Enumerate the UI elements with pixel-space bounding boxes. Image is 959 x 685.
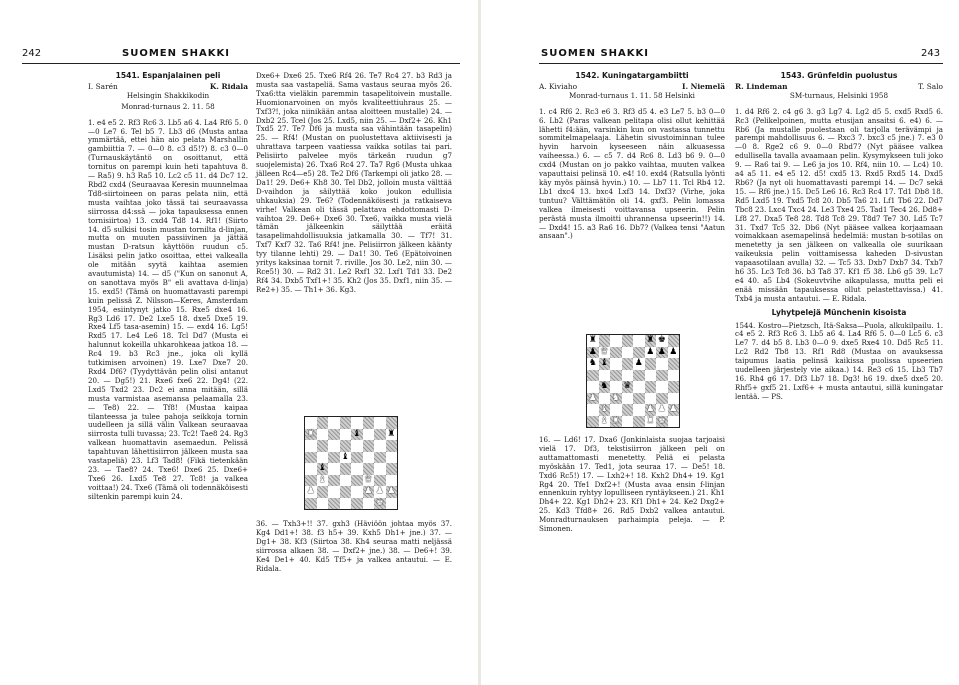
- right-page: [481, 0, 959, 685]
- board-square: [317, 429, 329, 441]
- board-square: [610, 347, 622, 359]
- board-square: [317, 463, 329, 475]
- board-square: [656, 335, 668, 347]
- board-square: [340, 475, 352, 487]
- board-square: [305, 475, 317, 487]
- board-square: [328, 452, 340, 464]
- white-piece-icon: ♝: [600, 415, 609, 426]
- section-text: 1544. Kostro—Pietzsch, Itä-Saksa—Puola, alkukilpailu. 1. c4 e5 2. Rf3 Rc6 3. Lb5 a6 4. La4 Rf6 5. 0—0 Lc5 6. c3 Le7 7. d4 b5 8. Lb3 0—0 9. dxe5 Rxe4 10. Dd5 Rc5 11. Lc2 Rd2 Tb8 13. Rf1 Rd8 (Mustaa on avauksessa taipumus laatia pelinsä kaikissa puolissa upseerien uudelleen järjestely vie aikaa.) 14. Re3 c6 15. Lb3 Tb7 16. Rh4 g6 17. Df3 Lb7 18. Dg3! h6 19. dxe5 dxe5 20. Rhf5+ gxf5 21. Lxf6+ + musta antautui, sillä kuningatar lentää. — PS.: [735, 320, 943, 401]
- board-square: [351, 498, 363, 510]
- board-square: [587, 370, 599, 382]
- board-square: [633, 358, 645, 370]
- right-header-rule: [539, 63, 943, 64]
- board-square: [656, 358, 668, 370]
- board-square: [340, 440, 352, 452]
- white-piece-icon: ♟: [364, 486, 373, 497]
- board-square: [374, 429, 386, 441]
- right-column-1-footer: [539, 436, 725, 536]
- board-square: [351, 452, 363, 464]
- board-square: [645, 347, 657, 359]
- board-square: [351, 440, 363, 452]
- black-piece-icon: ♜: [588, 335, 597, 346]
- black-piece-icon: ♟: [634, 358, 643, 369]
- black-piece-icon: ♟: [669, 346, 678, 357]
- board-square: [305, 486, 317, 498]
- board-square: [351, 475, 363, 487]
- board-square: [328, 417, 340, 429]
- white-piece-icon: ♚: [375, 497, 384, 508]
- board-square: [622, 358, 634, 370]
- board-square: [587, 404, 599, 416]
- left-header-rule: [22, 63, 460, 64]
- event-line: Helsingin Shakkikodin: [126, 90, 210, 100]
- board-square: [317, 475, 329, 487]
- board-square: [305, 463, 317, 475]
- chess-diagram-1: [304, 416, 398, 510]
- board-square: [328, 498, 340, 510]
- board-square: [645, 358, 657, 370]
- black-piece-icon: ♞: [588, 358, 597, 369]
- board-square: [633, 381, 645, 393]
- white-player: A. Kiviaho: [539, 81, 578, 91]
- board-square: [363, 417, 375, 429]
- left-page: [0, 0, 478, 685]
- black-piece-icon: ♜: [387, 428, 396, 439]
- board-square: [386, 429, 398, 441]
- board-square: [633, 370, 645, 382]
- white-piece-icon: ♝: [318, 474, 327, 485]
- board-square: [633, 393, 645, 405]
- board-square: [386, 417, 398, 429]
- board-square: [340, 486, 352, 498]
- board-square: [633, 416, 645, 428]
- left-page-number: 242: [22, 48, 42, 59]
- board-square: [317, 486, 329, 498]
- game-title-1541: 1541. Espanjalainen peli: [115, 71, 221, 80]
- board-square: [622, 416, 634, 428]
- board-square: [656, 381, 668, 393]
- board-square: [645, 335, 657, 347]
- board-square: [386, 463, 398, 475]
- right-running-title: SUOMEN SHAKKI: [541, 48, 649, 59]
- left-column-1: [88, 72, 248, 504]
- board-square: [599, 404, 611, 416]
- black-piece-icon: ♞: [600, 381, 609, 392]
- board-square: [363, 429, 375, 441]
- board-square: [317, 417, 329, 429]
- board-square: [374, 417, 386, 429]
- board-square: [645, 393, 657, 405]
- board-square: [351, 429, 363, 441]
- board-square: [386, 452, 398, 464]
- board-square: [645, 404, 657, 416]
- board-square: [622, 347, 634, 359]
- black-piece-icon: ♝: [600, 358, 609, 369]
- board-square: [340, 498, 352, 510]
- black-player: K. Ridala: [209, 81, 248, 91]
- section-title: Lyhytpelejä Münchenin kisoista: [771, 307, 907, 317]
- white-piece-icon: ♟: [657, 404, 666, 415]
- board-square: [328, 440, 340, 452]
- board-square: [386, 486, 398, 498]
- board-square: [599, 358, 611, 370]
- game-finale-text: 36. — Txh3+!! 37. gxh3 (Häviöön johtaa myös 37. Kg4 Dd1+! 38. f3 h5+ 39. Kxh5 Dh1+ jne.) 37. — Dg1+ 38. Kf3 (Siirtoa 38. Kh4 seuraa matti neljässä siirrossa alkaen 38. — Dxf2+ jne.) 38. — De6+! 39. Ke4 De1+ 40. Kd5 Tf5+ ja valkea antautui. — E. Ridala.: [256, 519, 452, 573]
- board-square: [305, 440, 317, 452]
- board-square: [328, 475, 340, 487]
- white-piece-icon: ♜: [306, 428, 315, 439]
- game-text: 1. d4 Rf6 2. c4 g6 3. g3 Lg7 4. Lg2 d5 5. cxd5 Rxd5 6. Rc3 (Pelikelpoinen, mutta etusijan ansaitsi 6. e4) 6. — Rb6 (Ja mustalle puolestaan oli tarjolla terävämpi ja parempi mahdollisuus 6. — Rxc3 7. bxc3 c5 jne.) 7. e3 0—0 8. Rge2 c6 9. 0—0 Rbd7? (Nyt pääsee valkea edullisella tavalla avaamaan pelin. Kysymykseen tuli joko 9. — Ra6 tai 9. — Le6 ja jos 10. Rf4, niin 10. — Lc4) 10. a4 a5 11. e4 e5 12. d5! cxd5 13. Rxd5 Rxd5 14. Dxd5 Rb6? (Ja nyt oli huomattavasti parempi 14. — Dc7 sekä 15. — Rf6 jne.) 15. Dc5 Le6 16. Rc3 Rc4 17. Td1 Db8 18. Rd5 Lxd5 19. Txd5 Tc8 20. Db5 Ta6 21. Lf1 Tb6 22. Dd7 Tbc8 23. Lxc4 Txc4 24. Le3 Txe4 25. Tad1 Tec4 26. Dd8+ Lf8 27. Dxa5 Te8 28. Td8 Tc8 29. T8d7 Te7 30. Ld5 Tc7 31. Txd7 Tc5 32. Db6 (Nyt pääsee valkea korjaamaan voimakkaan asemapelinsä hedelmiä: mustan b-sotilas on menetetty ja sen jälkeen on valkealla ole suurikaan vaikeuksia pelin voittamisessa kaheden D-sivustan vapaasotilaan avulla) 32. — Tc5 33. Dxb7 Dxb7 34. Txb7 h6 35. Lc3 Tc8 36. b3 Ta8 37. Kf1 f5 38. Lb6 g5 39. Lc7 e4 40. a5 Lb4 (Sokeuvtvihe aikapulassa, mutta peli ei enää missään tapauksessa ollut pelastettavissa.) 41. Txb4 ja musta antautui. — E. Ridala.: [735, 106, 943, 303]
- board-square: [668, 347, 680, 359]
- white-piece-icon: ♟: [306, 486, 315, 497]
- tournament-line: Monrad-turnaus 2. 11. 58: [121, 101, 215, 111]
- game-finale-text: 16. — Ld6! 17. Dxa6 (Jonkinlaista suojaa tarjoaisi vielä 17. Df3, tekstisiirron jälkeen peli on auttamattomasti menetetty. Peliä ei pelasta myöskään 17. Ted1, jota seuraa 17. — De5! 18. Txd6 Rc5!) 17. — Lxh2+! 18. Kxh2 Dh4+ 19. Kg1 Rg4 20. Tfe1 Dxf2+! (Musta avaa ensin f-linjan ennenkuin ryhtyy lopulliseen ryntäykseen.) 21. Kh1 Dh4+ 22. Kg1 Dh2+ 23. Kf1 Dh1+ 24. Ke2 Dxg2+ 25. Kd3 Tfd8+ 26. Rd5 Dxb2 valkea antautui. Monradturnauksen parhaimpia peleja. — P. Simonen.: [539, 435, 725, 534]
- white-piece-icon: ♛: [364, 474, 373, 485]
- board-square: [622, 404, 634, 416]
- board-square: [328, 486, 340, 498]
- board-square: [610, 393, 622, 405]
- board-square: [587, 393, 599, 405]
- event-line: SM-turnaus, Helsinki 1958: [789, 90, 889, 100]
- board-square: [305, 498, 317, 510]
- board-square: [374, 486, 386, 498]
- board-square: [668, 370, 680, 382]
- white-piece-icon: ♟: [646, 404, 655, 415]
- white-player: I. Sarén: [88, 81, 118, 91]
- black-piece-icon: ♝: [352, 428, 361, 439]
- board-square: [610, 381, 622, 393]
- board-square: [668, 335, 680, 347]
- board-square: [386, 440, 398, 452]
- board-square: [374, 475, 386, 487]
- event-line: Monrad-turnaus 1. 11. 58 Helsinki: [569, 90, 695, 100]
- board-square: [656, 370, 668, 382]
- board-square: [374, 498, 386, 510]
- chess-diagram-2: [586, 334, 680, 428]
- board-square: [340, 463, 352, 475]
- board-square: [622, 335, 634, 347]
- board-square: [668, 393, 680, 405]
- board-square: [317, 440, 329, 452]
- black-player: T. Salo: [918, 81, 943, 91]
- white-piece-icon: ♟: [375, 486, 384, 497]
- board-square: [374, 463, 386, 475]
- board-square: [328, 429, 340, 441]
- board-square: [622, 381, 634, 393]
- board-square: [622, 370, 634, 382]
- board-square: [633, 335, 645, 347]
- black-piece-icon: ♟: [657, 346, 666, 357]
- board-square: [668, 358, 680, 370]
- board-square: [363, 452, 375, 464]
- left-running-title: SUOMEN SHAKKI: [122, 48, 230, 59]
- black-piece-icon: ♟: [646, 346, 655, 357]
- board-square: [610, 370, 622, 382]
- board-square: [363, 440, 375, 452]
- game-text: 1. e4 e5 2. Rf3 Rc6 3. Lb5 a6 4. La4 Rf6 5. 0—0 Le7 6. Tel b5 7. Lb3 d6 (Musta antaa ymmärtää, ettei hän aio pelata Marshallin gambiittia 7. — 0—0 8. c3 d5!?) 8. c3 0—0 (Turnauskäytäntö on osoittanut, että tornitus on parempi kuin heti tapahtuva 8. — Ra5) 9. h3 Ra5 10. Lc2 c5 11. d4 Dc7 12. Rbd2 cxd4 (Seuraavaa Keresin muunnelmaa Td8-siirtoineen on paras pelata niin, että musta vaihtaa joko tässä tai seuraavassa siirrossa d4:ssä — joka tapauksessa ennen tornisiirtoa) 13. cxd4 Td8 14. Rf1! (Siirto 14. d5 sulkisi tosin mustan tornilta d-linjan, mutta on muuten passiivinen ja jättää mustan D-ratsun käyttöön ruudun c5. Lisäksi pelin jatko osoittaa, ettei valkealla ole mitään syytä kaihtaa asemien avautumista) 14. — d5 ("Kun on sanonut A, on sanottava myös B" eli avattava d-linja) 15. exd5! (Tämä on huomattavasti parempi kuin pelissä Z. Nilsson—Keres, Amsterdam 1954, esiintynyt jatko 15. Rxe5 dxe4 16. Rg3 Ld6 17. De2 Lxe5 18. dxe5 Dxe5 19. Rxe4 Lf5 tasa-asemin) 15. — exd4 16. Lg5! Rxd5 17. Le4 Le6 18. Tcl Dd7 (Musta ei halunnut kokeilla uhkarohkeaa jatkoa 18. — Rc4 19. b3 Rc3 jne., joka oli kyllä tutkimisen arvoinen) 19. Lxe7 Dxe7 20. Rxd4 Df6? (Tyydyttävän pelin olisi antanut 20. — Dg5!) 21. Rxe6 fxe6 22. Dg4! (22. Lxd5 Txd2 23. Dc2 ei anna mitään, sillä musta varmistaa asemansa pelaamalla 23. — Te8) 22. — Tf8! (Mustaa kaipaa tilanteessa ja tulee pahoja seikkoja tornin uudelleen ja sillä välin Valkean seuraavaa siirrosta tulli tuvassa; 23. Tc2! Tae8 24. Rg3 valkean huomattavin asemaedun. Pelissä tapahtuvan lähettisiirron jälkeen musta saa vastapeliä) 23. Lf3 Tad8! (Fikä tietenkään 23. — Tae8? 24. Txe6! Dxe6 25. Dxe6+ Txe6 26. Lxd5 Te8 27. Tc8! ja valkea voittaa!) 24. Txe6 (Tämä oli todennäköisesti siltenkin parempi kuin 24.: [88, 117, 248, 501]
- board-square: [610, 358, 622, 370]
- board-square: [386, 475, 398, 487]
- game-title-1542: 1542. Kuningatargambiitti: [575, 71, 689, 80]
- board-square: [305, 452, 317, 464]
- board-square: [587, 358, 599, 370]
- board-square: [363, 498, 375, 510]
- board-square: [668, 381, 680, 393]
- board-square: [374, 440, 386, 452]
- board-square: [610, 335, 622, 347]
- board-square: [363, 463, 375, 475]
- white-piece-icon: ♟: [387, 486, 396, 497]
- right-page-number: 243: [921, 48, 941, 59]
- board-square: [656, 393, 668, 405]
- white-piece-icon: ♟: [669, 404, 678, 415]
- board-square: [599, 347, 611, 359]
- board-square: [340, 417, 352, 429]
- black-player: I. Niemelä: [682, 81, 725, 91]
- black-piece-icon: ♛: [623, 381, 632, 392]
- white-player: R. Lindeman: [735, 81, 788, 91]
- right-column-1: [539, 72, 725, 243]
- board-square: [386, 498, 398, 510]
- white-piece-icon: ♜: [646, 415, 655, 426]
- board-square: [351, 463, 363, 475]
- board-square: [668, 416, 680, 428]
- white-piece-icon: ♚: [657, 415, 666, 426]
- board-square: [668, 404, 680, 416]
- board-square: [587, 347, 599, 359]
- board-square: [328, 463, 340, 475]
- board-square: [317, 498, 329, 510]
- board-square: [633, 404, 645, 416]
- board-square: [656, 404, 668, 416]
- black-piece-icon: ♜: [646, 335, 655, 346]
- game-text-continued: Dxe6+ Dxe6 25. Txe6 Rf4 26. Te7 Rc4 27. b3 Rd3 ja musta saa vastapeliä. Sama vastaus seuraa myös 26. Txa6:tta vieläkin paremmin tasapelitoivein mustalle. Huomionarvoinen on myös kvaliteettiuhraus 25. — Txf3?!, joka niinikään antaa aloitteen mustalle) 24. — Dxb2 25. Tcel (Jos 25. Lxd5, niin 25. — Dxf2+ 26. Kh1 Txd5 27. Te7 Df6 ja musta saa vähintään tasapelin) 25. — Rf4! (Mustan on puolustettava aktiivisesti ja uhrattava tarpeen vaatiessa vaikka sotilas tai pari. Pelisiirto palvelee myös tärkeän ruudun g7 suojelemista) 26. Txa6 Rc4 27. Ta7 Rg6 (Musta uhkaa jälleen Rc4—e5) 28. Te2 Df6 (Tarkempi oli jatko 28. — Da1! 29. De6+ Kh8 30. Tel Db2, jolloin musta välttää D-vaihdon ja säilyttää koko joukon edullisia uhkauksia) 29. Te6? (Todennäköisesti ja ratkaiseva virhe! Valkean oli tässä pelattava ehdottomasti D-vaihtoa 29. De6+ Dxe6 30. Txe6, vaikka musta vielä tämän jälkeenkin säilyttää eräitä tasapelimahdollisuuksia jatkamalla 30. — Tf7! 31. Txf7 Kxf7 32. Ta6 Rf4! jne. Pelisiirron jälkeen käänty tyy tilanne lehti) 29. — Da1! 30. Te6 (Epätoivoinen yritys kaksinaa tornit 7. riville. Jos 30. Le2, niin 30. — Rce5!) 30. — Rd2 31. Le2 Rxf1 32. Lxf1 Td1 33. De2 Rf4 34. Dxb5 Txf1+! 35. Kh2 (Jos 35. Dxf1, niin 35. — Re2+) 35. — Th1+ 36. Kg3.: [256, 71, 452, 294]
- board-square: [351, 417, 363, 429]
- board-square: [599, 335, 611, 347]
- game-text: 1. c4 Rf6 2. Rc3 e6 3. Rf3 d5 4. e3 Le7 5. b3 0—0 6. Lb2 (Paras valkean pelitapa olisi ollut kehittää lähetti f4:ään, varsinkin kun on vastassa tunnettu sommitelmapelaaja. Lähetin sivustoiminnan tulee hyvin harvoin kyseeseen näin alkuasessa vaiheessa.) 6. — c5 7. d4 Rc6 8. Ld3 b6 9. 0—0 cxd4 (Mustan on jo pakko vaihtaa, muuten valkea vapauttaisi pelinsä 10. e4! 10. exd4 (Ratsulla lyönti käy myös päinsä hyvin.) 10. — Lb7 11. Tcl Rb4 12. Lb1 dxc4 13. bxc4 Lxf3 14. Dxf3? (Virhe, joka tuntuu? Välttämätön oli 14. gxf3. Pelin lomassa valkea ilmeisesti voittavansa upseerin. Pelin perästä musta ilmoitti uhrannensa upseerin!!) 14. — Dxd4! 15. a3 Ra6 16. Db7? (Valkea tensi "Aatun ansaan".): [539, 106, 725, 241]
- game-title-1543: 1543. Grünfeldin puolustus: [780, 71, 898, 80]
- board-square: [340, 429, 352, 441]
- board-square: [351, 486, 363, 498]
- board-square: [305, 417, 317, 429]
- white-piece-icon: ♝: [600, 404, 609, 415]
- board-square: [645, 416, 657, 428]
- board-square: [599, 416, 611, 428]
- white-piece-icon: ♟: [588, 392, 597, 403]
- board-square: [340, 452, 352, 464]
- board-square: [645, 370, 657, 382]
- board-square: [622, 393, 634, 405]
- board-square: [610, 404, 622, 416]
- board-square: [363, 486, 375, 498]
- white-piece-icon: ♛: [600, 346, 609, 357]
- white-piece-icon: ♜: [611, 415, 620, 426]
- black-piece-icon: ♝: [341, 451, 350, 462]
- board-square: [599, 393, 611, 405]
- black-piece-icon: ♟: [588, 346, 597, 357]
- left-column-2: [256, 72, 452, 297]
- black-piece-icon: ♝: [318, 463, 327, 474]
- board-square: [587, 416, 599, 428]
- white-piece-icon: ♞: [611, 392, 620, 403]
- board-square: [656, 416, 668, 428]
- board-square: [599, 381, 611, 393]
- board-square: [317, 452, 329, 464]
- black-piece-icon: ♚: [657, 335, 666, 346]
- board-square: [645, 381, 657, 393]
- board-square: [587, 335, 599, 347]
- board-square: [633, 347, 645, 359]
- board-square: [587, 381, 599, 393]
- board-square: [599, 370, 611, 382]
- board-square: [610, 416, 622, 428]
- left-column-2-footer: [256, 520, 452, 575]
- board-square: [363, 475, 375, 487]
- board-square: [374, 452, 386, 464]
- right-column-2: [735, 72, 943, 404]
- board-square: [656, 347, 668, 359]
- board-square: [305, 429, 317, 441]
